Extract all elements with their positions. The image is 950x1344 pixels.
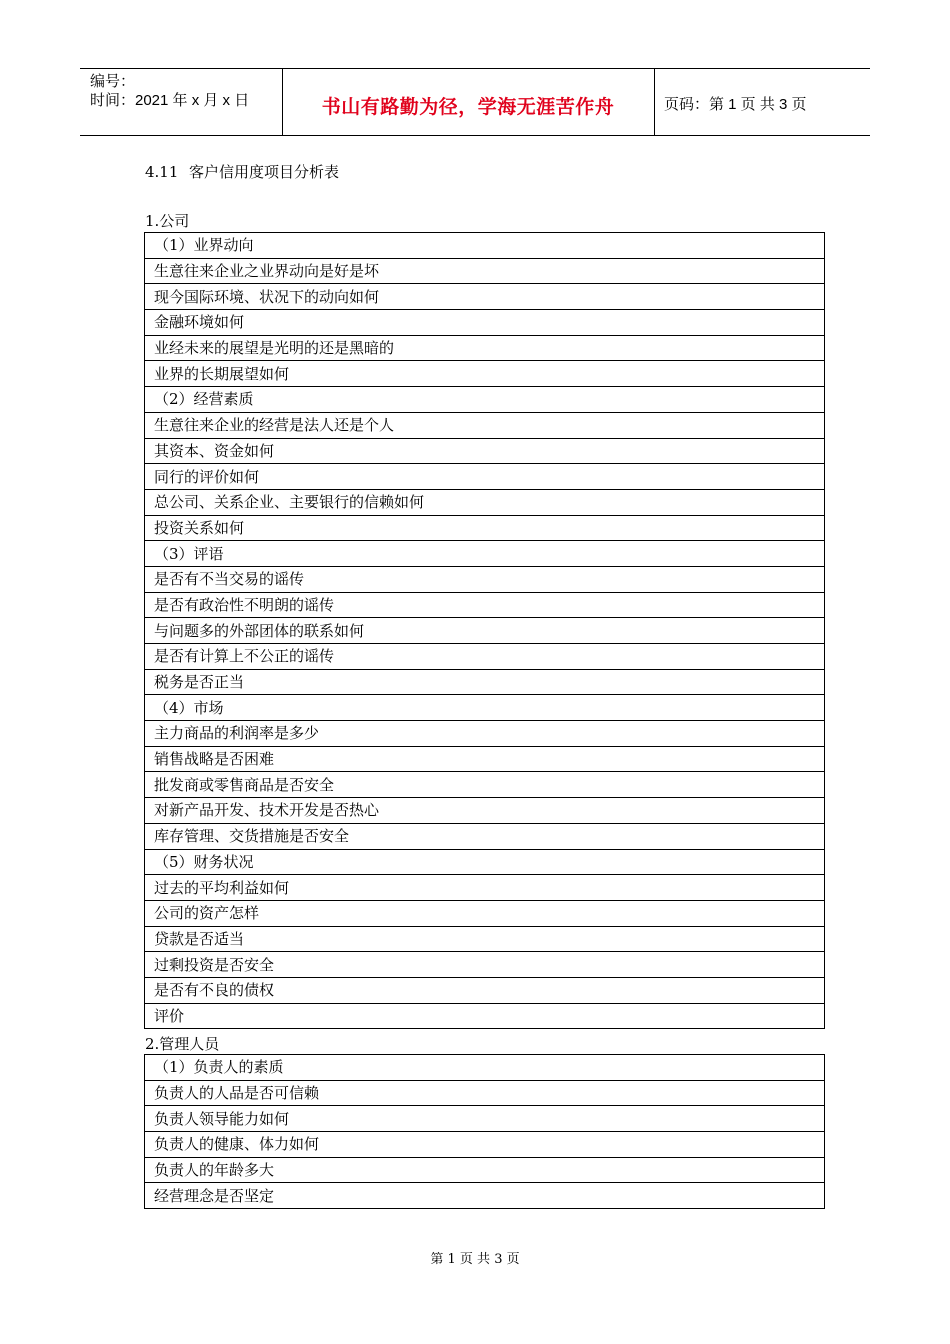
table-cell: 批发商或零售商品是否安全 <box>145 772 825 798</box>
page-footer: 第 1 页 共 3 页 <box>430 1252 520 1267</box>
table-row <box>145 900 825 926</box>
table-row <box>145 952 825 978</box>
table-cell: （1）业界动向 <box>145 233 825 259</box>
table-row <box>145 644 825 670</box>
title-number: 4.11 <box>145 163 179 181</box>
header-motto: 书山有路勤为径，学海无涯苦作舟 <box>321 96 615 118</box>
table-cell: 负责人的年龄多大 <box>145 1157 825 1183</box>
table-cell: 总公司、关系企业、主要银行的信赖如何 <box>145 489 825 515</box>
table-cell: 金融环境如何 <box>145 310 825 336</box>
table-cell: 对新产品开发、技术开发是否热心 <box>145 798 825 824</box>
table-row <box>145 1157 825 1183</box>
table-row <box>145 1003 825 1029</box>
table-cell: 业界的长期展望如何 <box>145 361 825 387</box>
table-cell: 是否有计算上不公正的谣传 <box>145 644 825 670</box>
company-items-table <box>144 232 825 1029</box>
table-row <box>145 1132 825 1158</box>
header-top-rule <box>80 68 870 69</box>
table-row <box>145 489 825 515</box>
header-left-block <box>90 72 249 110</box>
table-cell: （2）经营素质 <box>145 387 825 413</box>
document-number-label: 编号： <box>90 73 136 90</box>
table-row <box>145 1183 825 1209</box>
table-cell: 经营理念是否坚定 <box>145 1183 825 1209</box>
title-text: 客户信用度项目分析表 <box>189 163 340 181</box>
table-row <box>145 849 825 875</box>
table-cell: 负责人的人品是否可信赖 <box>145 1080 825 1106</box>
table-cell: （1）负责人的素质 <box>145 1055 825 1081</box>
table-row <box>145 746 825 772</box>
table-cell: （3）评语 <box>145 541 825 567</box>
table-row <box>145 926 825 952</box>
header-page-info: 页码：第 1 页 共 3 页 <box>664 96 807 113</box>
header-bottom-rule <box>80 135 870 136</box>
header-separator-right <box>654 68 655 136</box>
table-row <box>145 361 825 387</box>
document-date: 时间：2021 年 x 月 x 日 <box>90 92 250 109</box>
table-cell: 库存管理、交货措施是否安全 <box>145 823 825 849</box>
table-row <box>145 592 825 618</box>
table-cell: 与问题多的外部团体的联系如何 <box>145 618 825 644</box>
table-row <box>145 566 825 592</box>
table-cell: 公司的资产怎样 <box>145 900 825 926</box>
table-row <box>145 798 825 824</box>
table-row <box>145 541 825 567</box>
table-row <box>145 233 825 259</box>
table-cell: 生意往来企业的经营是法人还是个人 <box>145 412 825 438</box>
table-cell: 是否有不良的债权 <box>145 977 825 1003</box>
management-items-table <box>144 1054 825 1209</box>
section-label-company: 1.公司 <box>145 212 190 230</box>
table-cell: 业经未来的展望是光明的还是黑暗的 <box>145 335 825 361</box>
table-row <box>145 464 825 490</box>
table-row <box>145 335 825 361</box>
table-cell: 投资关系如何 <box>145 515 825 541</box>
table-cell: 同行的评价如何 <box>145 464 825 490</box>
table-cell: 销售战略是否困难 <box>145 746 825 772</box>
table-row <box>145 438 825 464</box>
table-cell: 主力商品的利润率是多少 <box>145 721 825 747</box>
table-cell: 是否有政治性不明朗的谣传 <box>145 592 825 618</box>
table-row <box>145 412 825 438</box>
table-row <box>145 695 825 721</box>
table-cell: （4）市场 <box>145 695 825 721</box>
table-row <box>145 387 825 413</box>
table-cell: 生意往来企业之业界动向是好是坏 <box>145 258 825 284</box>
table-cell: 现今国际环境、状况下的动向如何 <box>145 284 825 310</box>
table-row <box>145 515 825 541</box>
table-row <box>145 310 825 336</box>
table-row <box>145 1055 825 1081</box>
table-cell: 负责人领导能力如何 <box>145 1106 825 1132</box>
table-row <box>145 721 825 747</box>
table-cell: 过去的平均利益如何 <box>145 875 825 901</box>
table-cell: 评价 <box>145 1003 825 1029</box>
table-row <box>145 258 825 284</box>
table-row <box>145 875 825 901</box>
table-cell: 过剩投资是否安全 <box>145 952 825 978</box>
table-row <box>145 284 825 310</box>
table-cell: 其资本、资金如何 <box>145 438 825 464</box>
table-row <box>145 977 825 1003</box>
table-cell: （5）财务状况 <box>145 849 825 875</box>
table-row <box>145 618 825 644</box>
document-title <box>145 161 339 182</box>
table-cell: 贷款是否适当 <box>145 926 825 952</box>
table-cell: 税务是否正当 <box>145 669 825 695</box>
table-cell: 负责人的健康、体力如何 <box>145 1132 825 1158</box>
table-row <box>145 772 825 798</box>
table-row <box>145 669 825 695</box>
table-row <box>145 1080 825 1106</box>
table-row <box>145 1106 825 1132</box>
table-cell: 是否有不当交易的谣传 <box>145 566 825 592</box>
table-row <box>145 823 825 849</box>
section-label-management: 2.管理人员 <box>145 1035 220 1053</box>
